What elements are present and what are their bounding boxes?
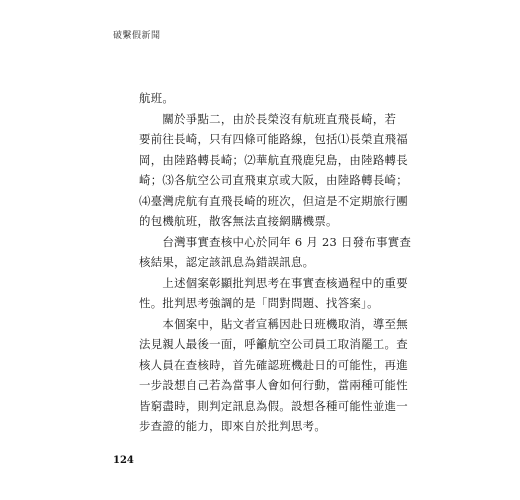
running-header: 破繫假新聞 bbox=[113, 31, 161, 41]
text-line: 本個案中，貼文者宣稱因赴日班機取消，導至無 bbox=[139, 316, 408, 331]
text-line: 皆窮盡時，則判定訊息為假。設想各種可能性並進一 bbox=[139, 398, 408, 413]
text-line: 崎；⑶各航空公司直飛東京或大阪，由陸路轉長崎； bbox=[139, 173, 408, 187]
text-line: 的包機航班，散客無法直接網購機票。 bbox=[139, 214, 338, 228]
text-line: 核人員在查核時，首先確認班機赴日的可能性，再進 bbox=[139, 357, 408, 372]
text-line: 性。批判思考強調的是「問對問題、找答案」。 bbox=[139, 296, 379, 310]
text-line: 法見親人最後一面，呼籲航空公司員工取消罷工。查 bbox=[139, 337, 408, 351]
text-line: 關於爭點二，由於長榮沒有航班直飛長崎，若 bbox=[139, 111, 397, 126]
text-line: 一步設想自己若為當事人會如何行動，當兩種可能性 bbox=[139, 378, 408, 392]
text-line: 航班。 bbox=[139, 91, 175, 105]
body-text bbox=[139, 88, 412, 437]
text-line: 台灣事實查核中心於同年 6 月 23 日發布事實查 bbox=[139, 234, 412, 249]
text-line: 要前往長崎，只有四條可能路線，包括⑴長榮直飛福 bbox=[139, 132, 408, 146]
text-line: 上述個案彰顯批判思考在事實查核過程中的重要 bbox=[139, 275, 408, 290]
page-number: 124 bbox=[113, 455, 134, 466]
text-line: 步查證的能力，即來自於批判思考。 bbox=[139, 419, 327, 433]
text-line: 岡，由陸路轉長崎；⑵華航直飛鹿兒島，由陸路轉長 bbox=[139, 152, 408, 167]
text-line: ⑷臺灣虎航有直飛長崎的班次，但這是不定期旅行團 bbox=[139, 193, 408, 208]
text-line: 核結果，認定該訊息為錯誤訊息。 bbox=[139, 255, 315, 269]
